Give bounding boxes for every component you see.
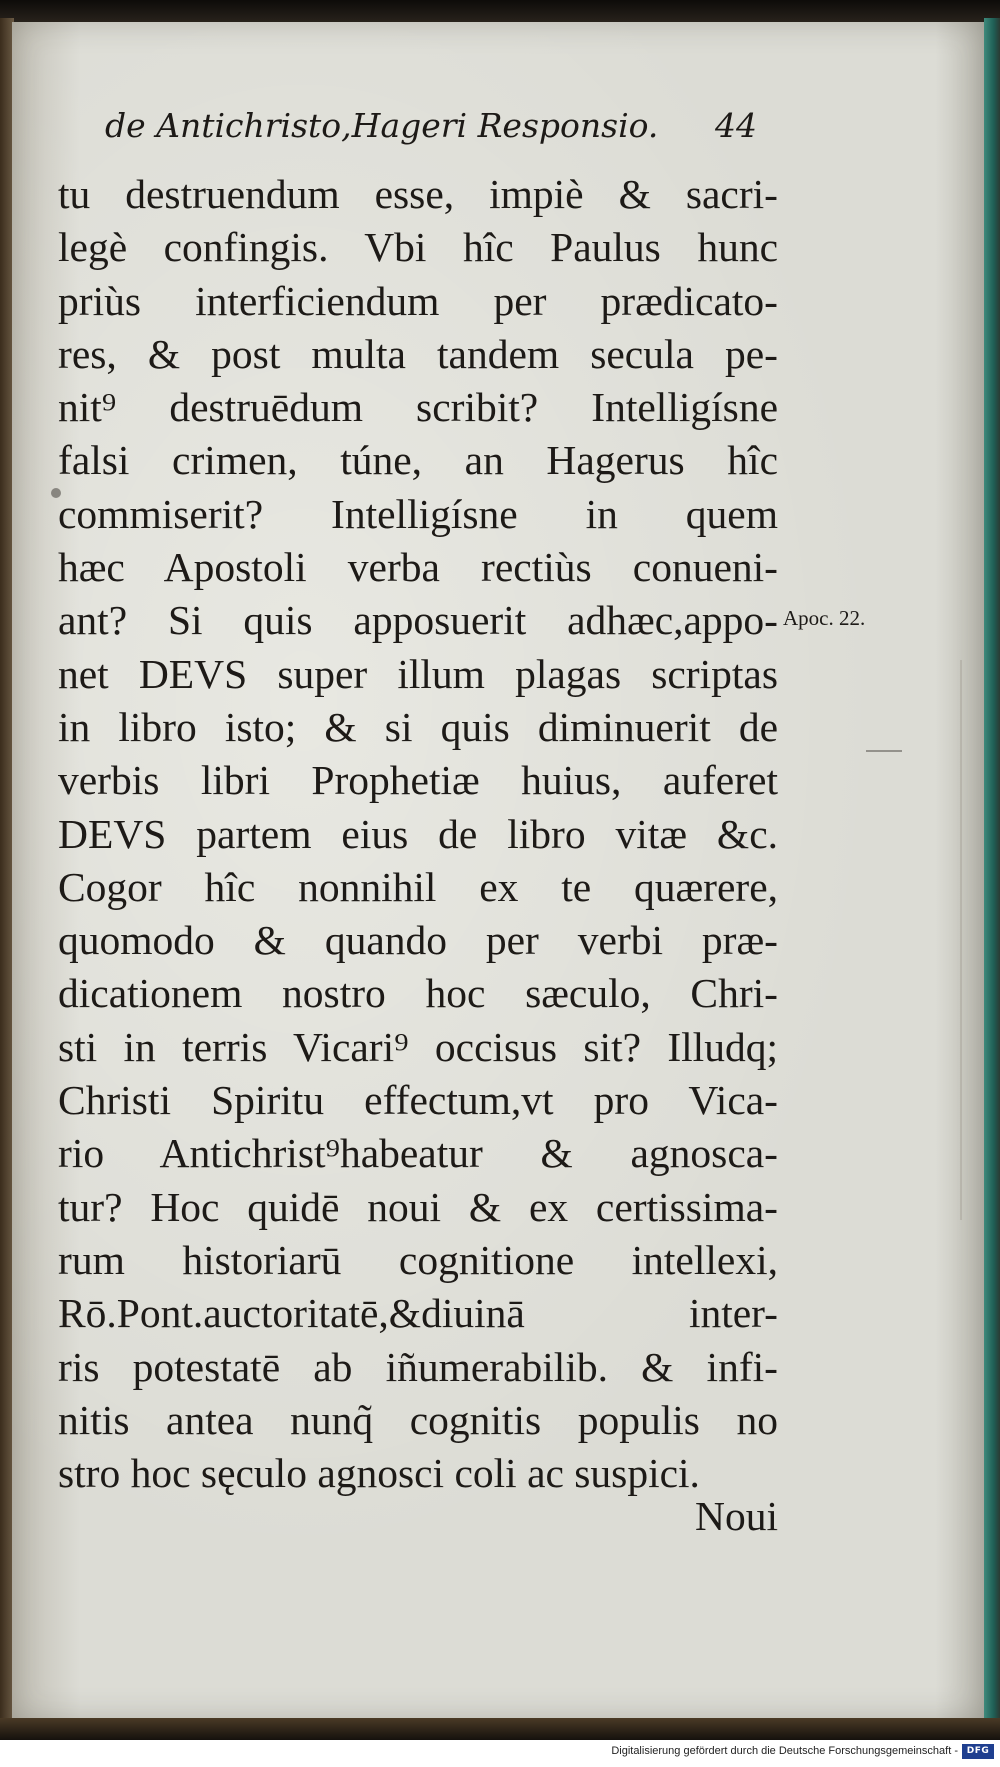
page-crease xyxy=(960,660,962,1220)
text-line: tu destruendum esse, impiè & sacri- xyxy=(58,171,778,217)
text-line: priùs interficiendum per prædicato- xyxy=(58,277,778,324)
catchword: Noui xyxy=(695,1493,778,1539)
footer-strip xyxy=(0,1740,1000,1767)
text-line: DEVS partem eius de libro vitæ &c. xyxy=(58,810,778,857)
running-head xyxy=(105,106,757,146)
text-line: res, & post multa tandem secula pe- xyxy=(58,330,778,377)
running-head-title: de Antichristo,Hageri Responsio. xyxy=(105,106,659,145)
text-line: legè confingis. Vbi hîc Paulus hunc xyxy=(58,224,778,271)
text-line: rio Antichrist⁹habeatur & agnosca- xyxy=(58,1130,778,1177)
text-line: falsi crimen, túne, an Hagerus hîc xyxy=(58,437,778,484)
text-line: ant? Si quis apposuerit adhæc,appo- xyxy=(58,597,778,644)
dfg-logo: DFG xyxy=(962,1744,994,1759)
text-line: Cogor hîc nonnihil ex te quærere, xyxy=(58,863,778,910)
book-top-edge xyxy=(0,0,1000,24)
book-bottom-edge xyxy=(0,1718,1000,1740)
text-line: dicationem nostro hoc sæculo, Chri- xyxy=(58,970,778,1017)
text-line: tur? Hoc quidē noui & ex certissima- xyxy=(58,1183,778,1230)
text-line: nitis antea nunq̃ cognitis populis no xyxy=(58,1396,778,1443)
text-line: hæc Apostoli verba rectiùs conueni- xyxy=(58,544,778,591)
text-line: quomodo & quando per verbi præ- xyxy=(58,917,778,964)
text-line: net DEVS super illum plagas scriptas xyxy=(58,650,778,697)
text-line: ris potestatē ab iñumerabilib. & infi- xyxy=(58,1343,778,1390)
digitization-credit: Digitalisierung gefördert durch die Deutsche Forschungsgemeinschaft - xyxy=(611,1745,958,1757)
text-line: in libro isto; & si quis diminuerit de xyxy=(58,703,778,750)
book-cover-edge xyxy=(984,18,1000,1730)
text-line: stro hoc sęculo agnosci coli ac suspici. xyxy=(58,1450,700,1497)
body-text xyxy=(58,168,778,1500)
text-line: commiserit? Intelligísne in quem xyxy=(58,490,778,537)
text-line: nit⁹ destruēdum scribit? Intelligísne xyxy=(58,384,778,431)
text-line: Christi Spiritu effectum,vt pro Vica- xyxy=(58,1077,778,1124)
text-line: sti in terris Vicari⁹ occisus sit? Illudq; xyxy=(58,1023,778,1070)
page-number: 44 xyxy=(715,106,757,145)
text-line: Rō.Pont.auctoritatē,&diuinā inter- xyxy=(58,1290,778,1337)
text-line: verbis libri Prophetiæ huius, auferet xyxy=(58,757,778,804)
text-line: rum historiarū cognitione intellexi, xyxy=(58,1236,778,1283)
marginal-note: Apoc. 22. xyxy=(783,606,866,630)
margin-dash-mark xyxy=(866,750,902,752)
